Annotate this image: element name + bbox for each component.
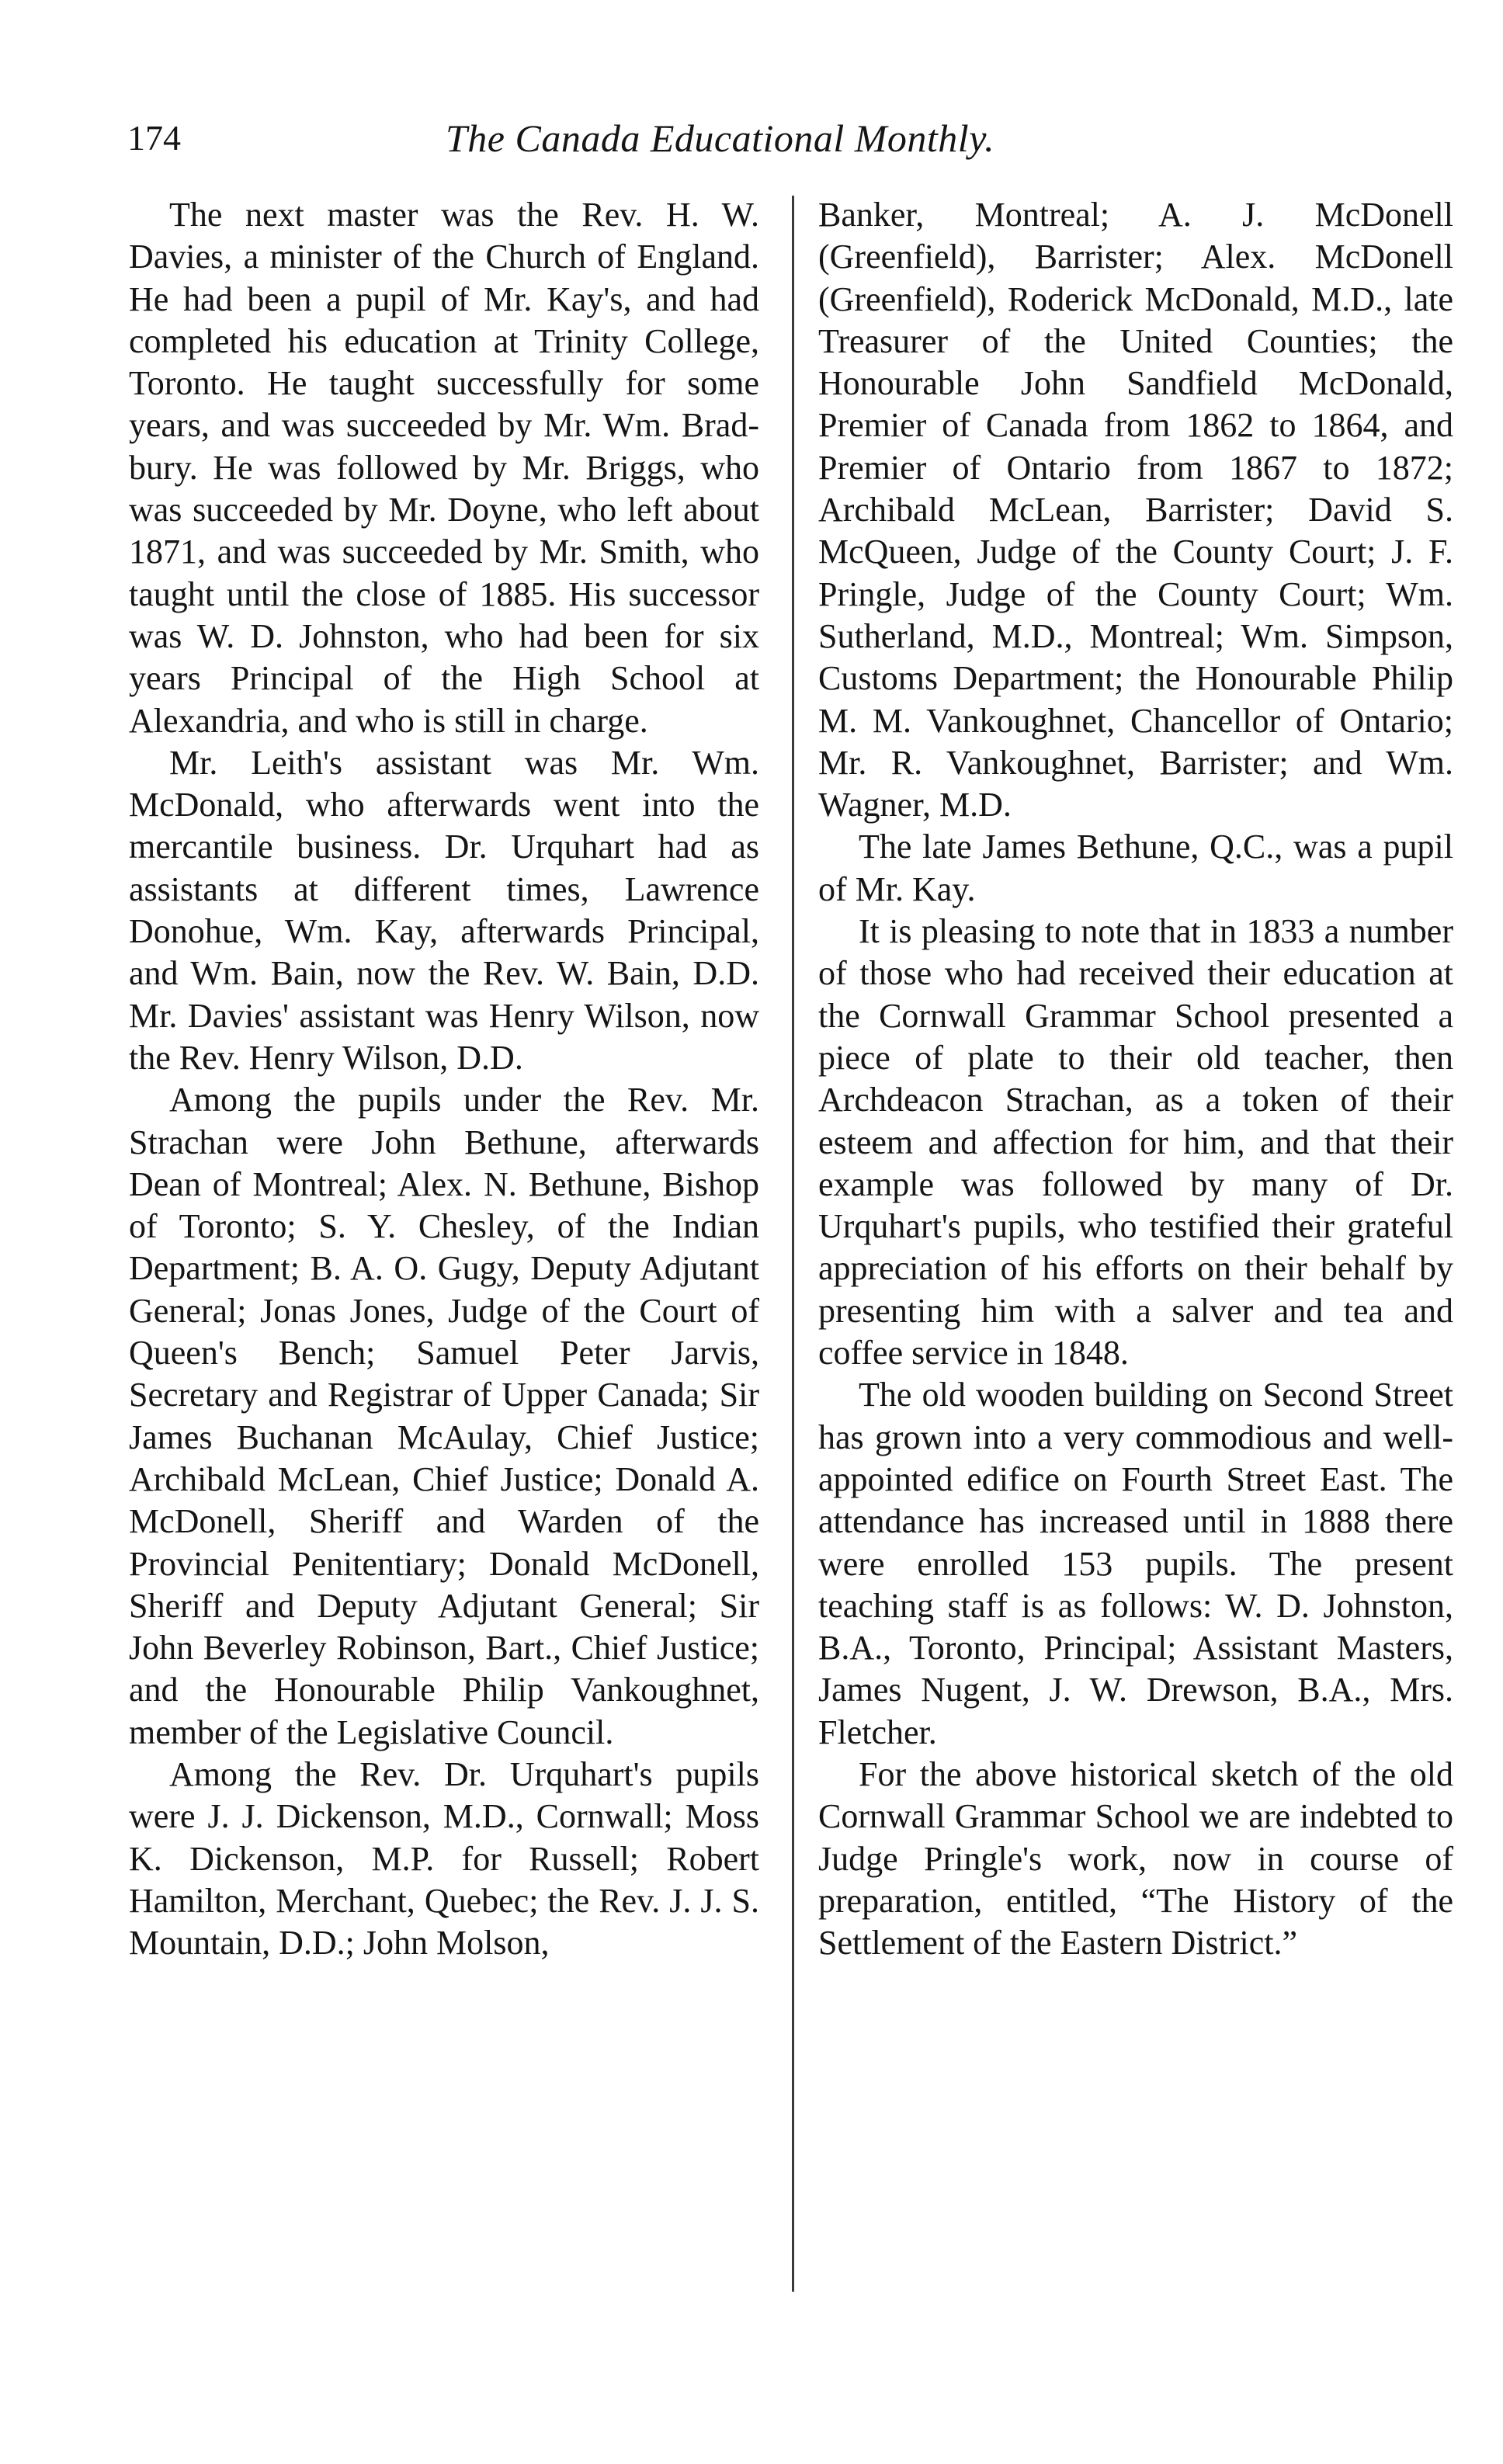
page-header xyxy=(127,115,1129,169)
paragraph-urquhart-pupils-continued: Banker, Montreal; A. J. McDonell (Greenfield), Barrister; Alex. McDonell (Greenfield), Roderick McDonald, M.D., late Treasurer of the United Counties; the Honourable John Sandfield McDonald, Premier of Canada from 1862 to 1864, and Premier of Ontario from 1867 to 1872; Archibald McLean, Barrister; David S. McQueen, Judge of the County Court; J. F. Pringle, Judge of the County Court; Wm. Sutherland, M.D., Montreal; Wm. Simpson, Customs Department; the Honourable Philip M. M. Vankoughnet, Chancellor of Ontario; Mr. R. Vankoughnet, Barrister; and Wm. Wagner, M.D. xyxy=(818,196,1453,824)
paragraph-new-building: The old wooden building on Second Street has grown into a very commodious and well-appointed edifice on Fourth Street East. The attendance has increased until in 1888 there were enrolled 153 pupils. The present teaching staff is as follows: W. D. Johnston, B.A., Toronto, Principal; Assistant Masters, James Nugent, J. W. Drewson, B.A., Mrs. Fletcher. xyxy=(818,1376,1453,1751)
paragraph-strachan-pupils: Among the pupils under the Rev. Mr. Strachan were John Bethune, afterwards Dean of Montreal; Alex. N. Bethune, Bishop of Toronto; S. Y. Chesley, of the Indian Department; B. A. O. Gugy, Deputy Adjutant General; Jonas Jones, Judge of the Court of Queen's Bench; Samuel Peter Jarvis, Secretary and Registrar of Upper Canada; Sir James Buchanan McAulay, Chief Justice; Archibald McLean, Chief Justice; Donald A. McDonell, Sheriff and Warden of the Provincial Penitentiary; Donald McDonell, Sheriff and Deputy Adjutant General; Sir John Beverley Robinson, Bart., Chief Justice; and the Honourable Philip Vankoughnet, member of the Legislative Council. xyxy=(129,1081,759,1751)
page-number: 174 xyxy=(127,118,181,158)
paragraph-urquhart-pupils: Among the Rev. Dr. Urquhart's pupils were J. J. Dickenson, M.D., Cornwall; Moss K. Dickenson, M.P. for Russell; Robert Hamilton, Merchant, Quebec; the Rev. J. J. S. Mountain, D.D.; John Molson, xyxy=(129,1754,759,1963)
column-divider xyxy=(792,196,794,2292)
paragraph-bethune: The late James Bethune, Q.C., was a pupil of Mr. Kay. xyxy=(818,828,1453,908)
paragraph-presentation: It is pleasing to note that in 1833 a number of those who had received their education at the Cornwall Grammar School presented a piece of plate to their old teacher, then Archdeacon Strachan, as a token of their esteem and affection for him, and that their example was followed by many of Dr. Urquhart's pupils, who testified their grateful appreciation of his efforts on their behalf by presenting him with a salver and tea and coffee service in 1848. xyxy=(818,912,1453,1373)
right-column xyxy=(818,194,1453,1964)
paragraph-masters: The next master was the Rev. H. W. Davies, a minister of the Church of England. He had been a pupil of Mr. Kay's, and had completed his education at Trinity College, Toronto. He taught successfully for some years, and was succeeded by Mr. Wm. Bradbury. He was followed by Mr. Briggs, who was succeeded by Mr. Doyne, who left about 1871, and was succeeded by Mr. Smith, who taught until the close of 1885. His successor was W. D. Johnston, who had been for six years Principal of the High School at Alexandria, and who is still in charge. xyxy=(129,196,759,740)
paragraph-assistants: Mr. Leith's assistant was Mr. Wm. McDonald, who afterwards went into the mercantile business. Dr. Urquhart had as assistants at different times, Lawrence Donohue, Wm. Kay, afterwards Principal, and Wm. Bain, now the Rev. W. Bain, D.D. Mr. Davies' assistant was Henry Wilson, now the Rev. Henry Wilson, D.D. xyxy=(129,743,759,1077)
left-column xyxy=(129,194,759,1964)
paragraph-acknowledgement: For the above historical sketch of the old Cornwall Grammar School we are indebted to Judge Pringle's work, now in course of preparation, entitled, “The History of the Settlement of the Eastern District.” xyxy=(818,1754,1453,1963)
running-title: The Canada Educational Monthly. xyxy=(446,116,995,160)
